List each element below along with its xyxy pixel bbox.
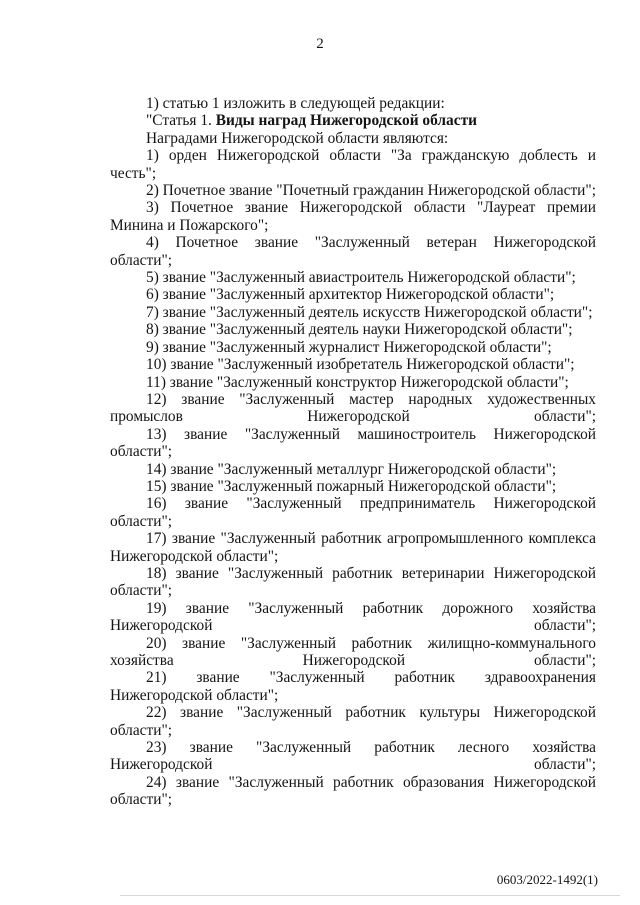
list-item: 22) звание "Заслуженный работник культуры Нижегородской области"; bbox=[110, 704, 596, 739]
list-item: 15) звание "Заслуженный пожарный Нижегородской области"; bbox=[146, 477, 557, 495]
list-item: 4) Почетное звание "Заслуженный ветеран Нижегородской области"; bbox=[110, 234, 596, 269]
list-item: 21) звание "Заслуженный работник здравоохранения Нижегородской области"; bbox=[110, 669, 596, 704]
article-prefix: "Статья 1. bbox=[146, 112, 216, 130]
list-item: 3) Почетное звание Нижегородской области "Лауреат премии Минина и Пожарского"; bbox=[110, 199, 596, 234]
document-code: 0603/2022-1492(1) bbox=[496, 872, 598, 887]
list-item: 2) Почетное звание "Почетный гражданин Нижегородской области"; bbox=[146, 182, 596, 200]
list-item: 8) звание "Заслуженный деятель науки Нижегородской области"; bbox=[146, 321, 573, 339]
lead-paragraph: Наградами Нижегородской области являются: bbox=[146, 129, 449, 147]
article-title: Виды наград Нижегородской области bbox=[215, 112, 478, 130]
list-item: 20) звание "Заслуженный работник жилищно-коммунального хозяйства Нижегородской области"; bbox=[110, 634, 596, 669]
intro-paragraph: 1) статью 1 изложить в следующей редакции: bbox=[146, 95, 445, 112]
list-item: 1) орден Нижегородской области "За гражданскую доблесть и честь"; bbox=[110, 147, 596, 182]
list-item: 13) звание "Заслуженный машиностроитель Нижегородской области"; bbox=[110, 425, 596, 461]
list-item: 7) звание "Заслуженный деятель искусств Нижегородской области"; bbox=[146, 303, 593, 321]
list-item: 10) звание "Заслуженный изобретатель Нижегородской области"; bbox=[146, 356, 575, 374]
list-item: 12) звание "Заслуженный мастер народных художественных промыслов Нижегородской области"; bbox=[110, 390, 596, 426]
list-item: 24) звание "Заслуженный работник образования Нижегородской области"; bbox=[110, 773, 596, 809]
list-item: 11) звание "Заслуженный конструктор Нижегородской области"; bbox=[146, 373, 569, 391]
article-heading bbox=[110, 112, 596, 129]
list-item: 5) звание "Заслуженный авиастроитель Нижегородской области"; bbox=[146, 269, 576, 287]
list-item: 18) звание "Заслуженный работник ветеринарии Нижегородской области"; bbox=[110, 564, 596, 600]
list-item: 6) звание "Заслуженный архитектор Нижегородской области"; bbox=[146, 286, 555, 304]
page-number: 2 bbox=[316, 36, 324, 52]
list-item: 17) звание "Заслуженный работник агропромышленного комплекса Нижегородской области"; bbox=[110, 530, 596, 565]
scan-edge-line bbox=[120, 895, 620, 896]
list-item: 9) звание "Заслуженный журналист Нижегородской области"; bbox=[146, 338, 552, 356]
document-body bbox=[110, 95, 596, 809]
list-item: 14) звание "Заслуженный металлург Нижегородской области"; bbox=[146, 460, 557, 478]
list-item: 23) звание "Заслуженный работник лесного хозяйства Нижегородской области"; bbox=[110, 739, 596, 774]
list-item: 19) звание "Заслуженный работник дорожного хозяйства Нижегородской области"; bbox=[110, 599, 596, 635]
list-item: 16) звание "Заслуженный предприниматель Нижегородской области"; bbox=[110, 495, 596, 530]
